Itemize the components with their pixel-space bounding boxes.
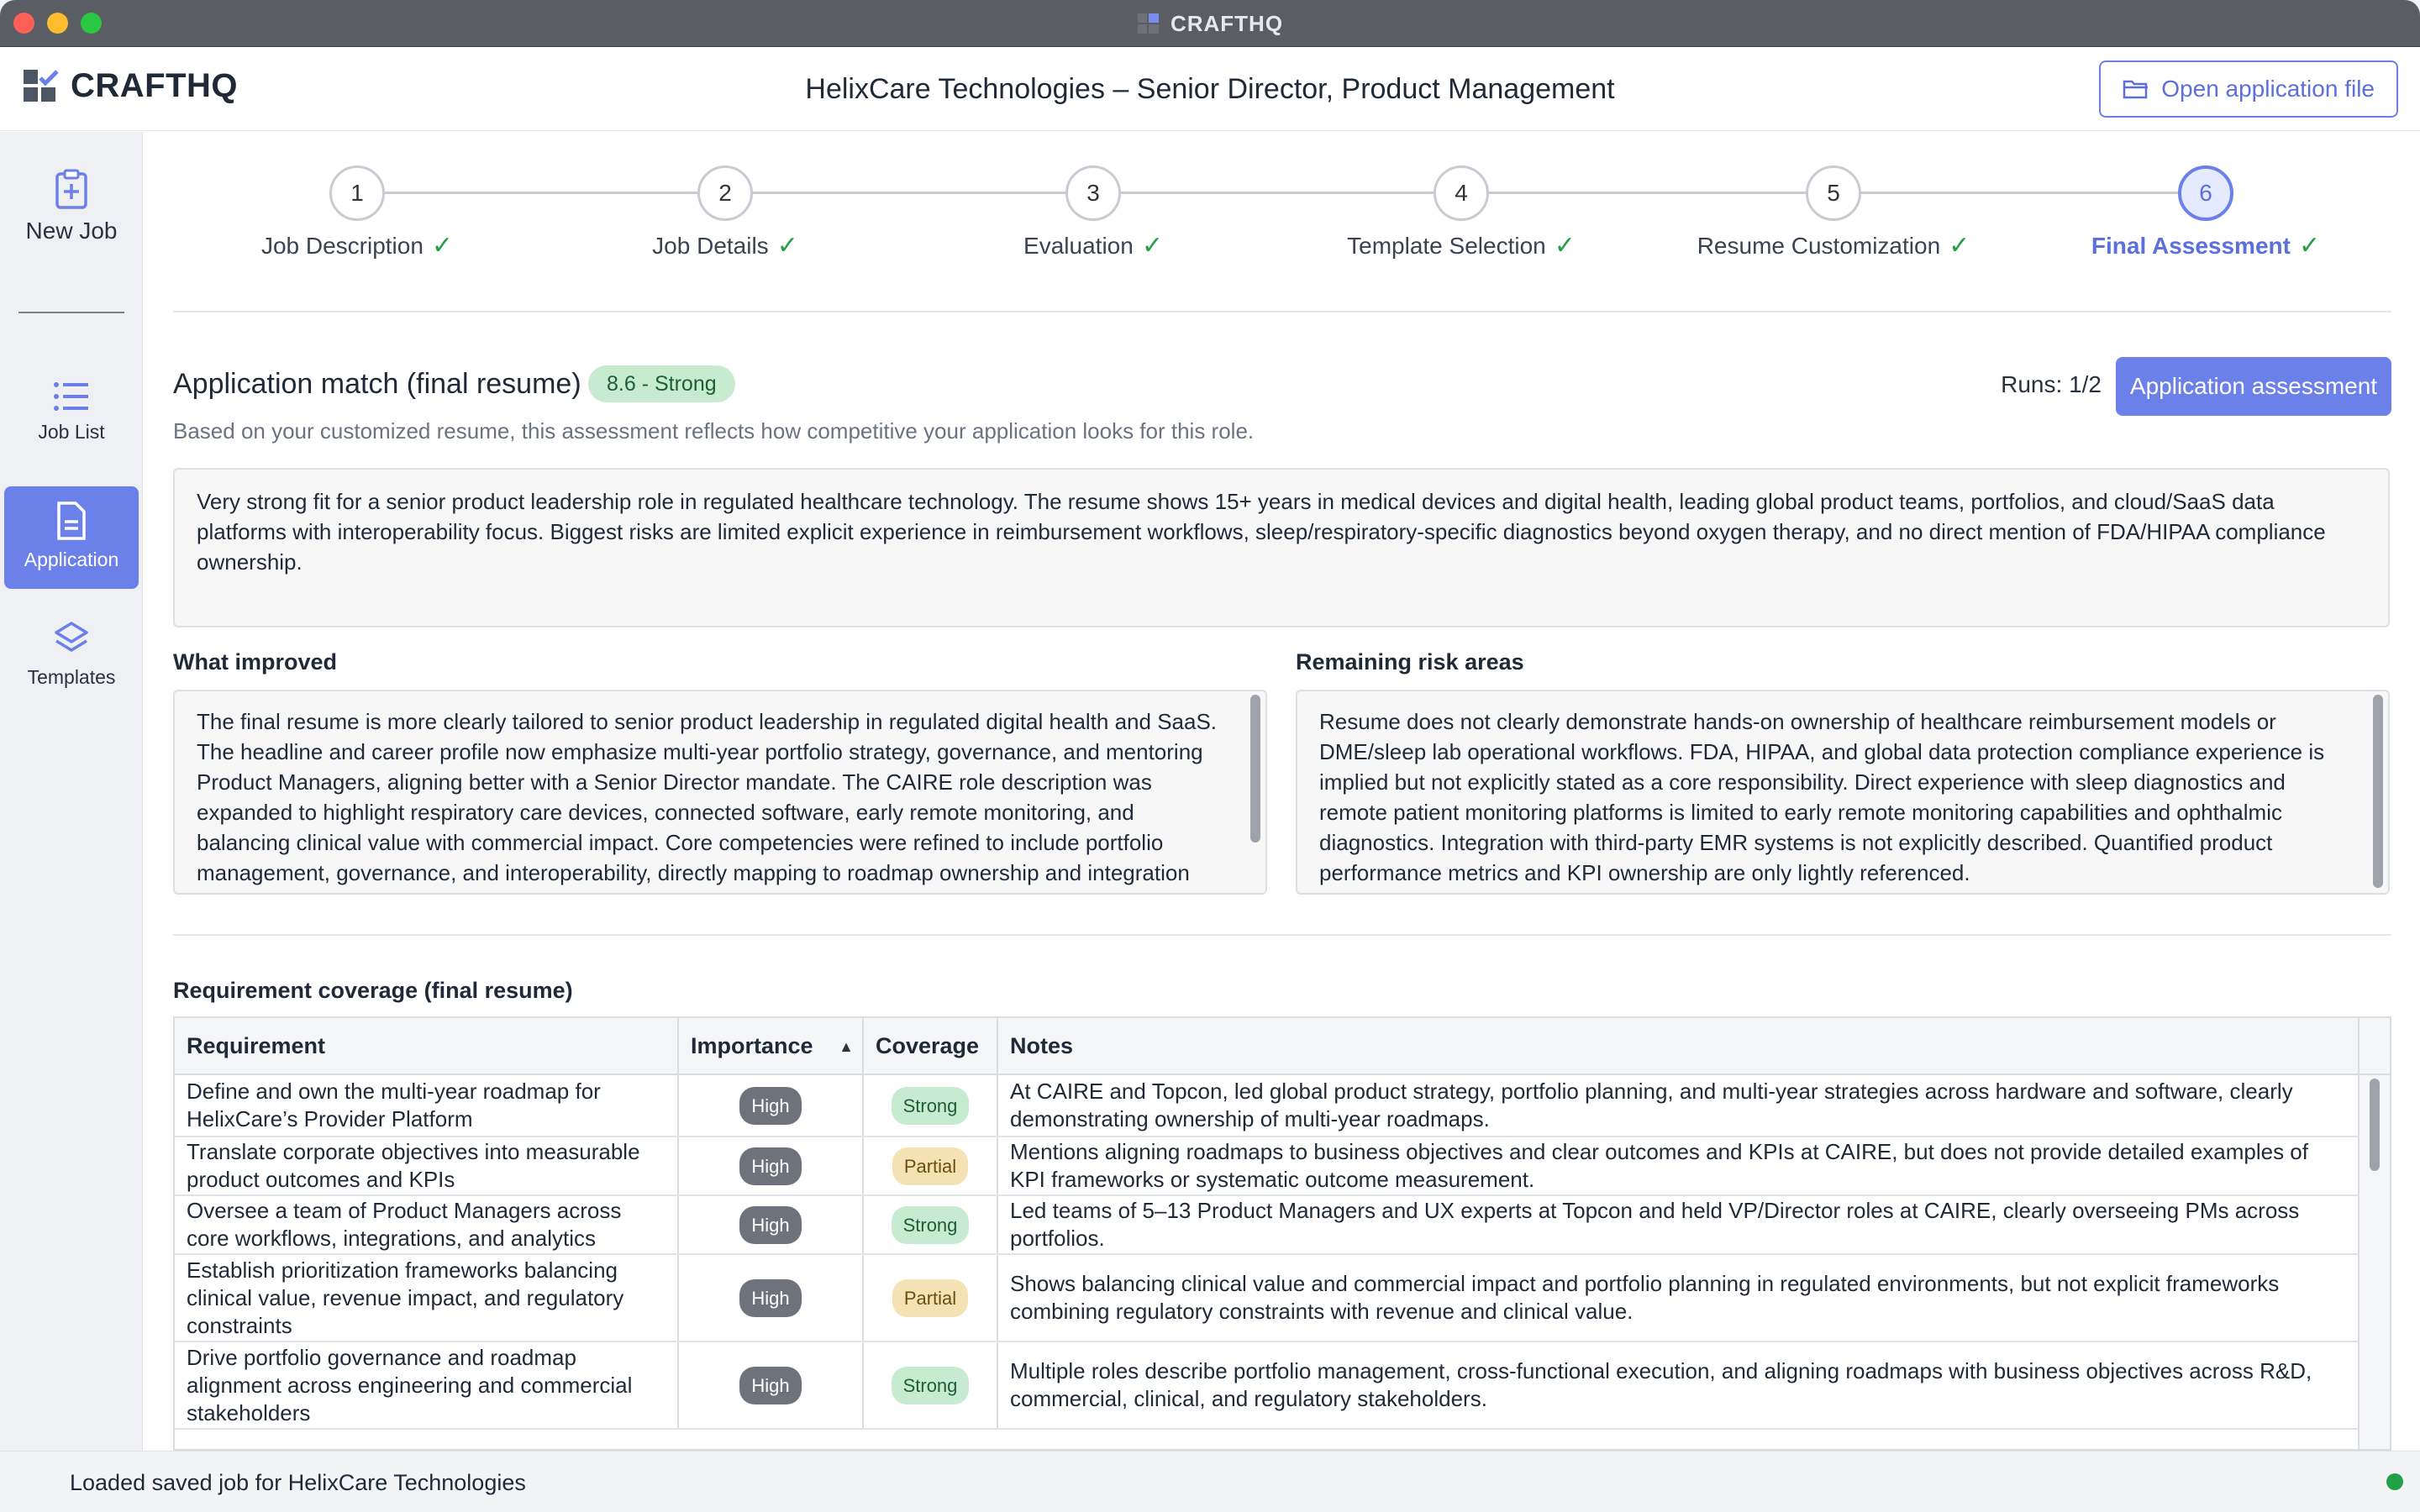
app-logo-icon <box>1137 13 1160 34</box>
sidebar <box>0 132 143 1451</box>
step-job-description[interactable] <box>189 165 525 260</box>
cell-importance <box>679 1255 864 1341</box>
step-label: Job Details <box>652 232 769 259</box>
what-improved-label: What improved <box>173 649 338 675</box>
table-scrollbar[interactable] <box>2358 1075 2390 1451</box>
step-name <box>1347 231 1576 260</box>
cell-requirement: Establish prioritization frameworks balancing clinical value, revenue impact, and regulatory constraints <box>175 1255 679 1341</box>
section-divider <box>173 934 2391 936</box>
step-number: 1 <box>329 165 385 221</box>
importance-badge: High <box>739 1279 801 1317</box>
coverage-badge: Strong <box>892 1206 970 1244</box>
requirements-table <box>173 1016 2391 1451</box>
table-row[interactable] <box>175 1137 2391 1196</box>
cell-requirement: Oversee a team of Product Managers across core workflows, integrations, and analytics <box>175 1196 679 1253</box>
sidebar-item-label: New Job <box>25 218 118 244</box>
step-name <box>652 231 798 260</box>
table-row[interactable] <box>175 1196 2391 1255</box>
importance-badge: High <box>739 1367 801 1404</box>
step-label: Job Description <box>260 232 424 259</box>
step-resume-customization[interactable] <box>1665 165 2002 260</box>
check-icon: ✓ <box>2298 232 2321 260</box>
importance-badge: High <box>739 1147 801 1185</box>
check-icon: ✓ <box>431 232 454 260</box>
column-requirement[interactable]: Requirement <box>175 1018 679 1074</box>
step-number: 6 <box>2178 165 2233 221</box>
job-title: HelixCare Technologies – Senior Director, Product Management <box>805 72 1615 105</box>
main-content <box>173 132 2391 1451</box>
step-number: 4 <box>1434 165 1489 221</box>
column-notes[interactable]: Notes <box>998 1018 2360 1074</box>
importance-badge: High <box>739 1087 801 1125</box>
sidebar-item-application[interactable] <box>4 486 139 589</box>
step-evaluation[interactable] <box>925 165 1261 260</box>
step-job-details[interactable] <box>557 165 893 260</box>
cell-importance <box>679 1342 864 1428</box>
table-row[interactable] <box>175 1255 2391 1342</box>
assessment-subtitle: Based on your customized resume, this assessment reflects how competitive your application looks for this role. <box>173 418 1255 444</box>
assessment-summary[interactable]: Very strong fit for a senior product leadership role in regulated healthcare technology. The resume shows 15+ years in medical devices and digital health, leading global product teams, portfolios, and cloud/SaaS data platforms with interoperability focus. Biggest risks are limited explicit experience in reimbursement workflows, sleep/respiratory-specific diagnostics beyond oxygen therapy, and no direct mention of FDA/HIPAA compliance ownership. <box>173 468 2390 627</box>
layers-icon <box>53 621 90 658</box>
score-badge: 8.6 - Strong <box>588 365 735 402</box>
step-label: Template Selection <box>1347 232 1546 259</box>
coverage-badge: Partial <box>892 1147 968 1185</box>
table-row[interactable] <box>175 1342 2391 1430</box>
cell-requirement: Drive portfolio governance and roadmap alignment across engineering and commercial stakeholders <box>175 1342 679 1428</box>
cell-coverage <box>864 1137 998 1194</box>
status-bar <box>0 1451 2420 1512</box>
sidebar-divider <box>18 312 124 313</box>
cell-notes: Mentions aligning roadmaps to business objectives and clear outcomes and KPIs at CAIRE, but does not provide detailed examples of KPI frameworks or systematic outcome measurement. <box>998 1137 2360 1194</box>
brand-name: CRAFTHQ <box>71 67 239 104</box>
step-name <box>261 231 453 260</box>
title-bar <box>0 0 2420 47</box>
table-row[interactable] <box>175 1075 2391 1137</box>
runs-counter: Runs: 1/2 <box>2001 371 2102 397</box>
column-coverage[interactable]: Coverage <box>864 1018 998 1074</box>
step-final-assessment[interactable] <box>2038 165 2374 260</box>
requirement-coverage-label: Requirement coverage (final resume) <box>173 978 573 1003</box>
step-template-selection[interactable] <box>1293 165 1629 260</box>
sidebar-item-label: Templates <box>27 666 116 688</box>
coverage-badge: Partial <box>892 1279 968 1317</box>
remaining-risks-content: Resume does not clearly demonstrate hands-on ownership of healthcare reimbursement models or DME/sleep lab operational workflows. FDA, HIPAA, and global data protection compliance experience is implied but not explicitly stated as a core responsibility. Direct experience with sleep diagnostics and remote patient monitoring platforms is limited to early remote monitoring capabilities and ophthalmic diagnostics. Integration with third-party EMR systems is not explicitly described. Quantified product performance metrics and KPI ownership are only lightly referenced. <box>1319 709 2325 885</box>
assessment-header <box>173 357 2391 414</box>
status-indicator-icon <box>2386 1473 2403 1490</box>
status-message: Loaded saved job for HelixCare Technologies <box>70 1470 526 1495</box>
scrollbar-thumb[interactable] <box>1250 695 1260 843</box>
column-importance-label: Importance <box>691 1032 813 1058</box>
sidebar-item-label: Job List <box>38 421 105 443</box>
step-number: 3 <box>1065 165 1121 221</box>
step-number: 5 <box>1806 165 1861 221</box>
wizard-stepper <box>173 132 2391 312</box>
cell-notes: Led teams of 5–13 Product Managers and UX experts at Topcon and held VP/Director roles at CAIRE, clearly overseeing PMs across portfolios. <box>998 1196 2360 1253</box>
coverage-badge: Strong <box>892 1087 970 1125</box>
check-icon: ✓ <box>776 232 798 260</box>
assessment-title: Application match (final resume) <box>173 368 581 400</box>
check-icon: ✓ <box>1949 232 1970 260</box>
window-title-text: CRAFTHQ <box>1170 10 1284 36</box>
clipboard-plus-icon <box>54 169 89 209</box>
cell-importance <box>679 1137 864 1194</box>
cell-coverage <box>864 1196 998 1253</box>
open-application-file-label: Open application file <box>2161 76 2375 102</box>
what-improved-text[interactable] <box>173 690 1267 895</box>
scrollbar-thumb[interactable] <box>2373 695 2383 888</box>
window-title <box>0 0 2420 47</box>
step-name <box>1697 231 1970 260</box>
cell-requirement: Translate corporate objectives into measurable product outcomes and KPIs <box>175 1137 679 1194</box>
cell-coverage <box>864 1342 998 1428</box>
open-application-file-button[interactable] <box>2099 60 2398 118</box>
cell-coverage <box>864 1075 998 1136</box>
coverage-badge: Strong <box>892 1367 970 1404</box>
table-scrollbar-thumb[interactable] <box>2370 1079 2380 1171</box>
step-label: Resume Customization <box>1697 232 1941 259</box>
cell-importance <box>679 1196 864 1253</box>
sidebar-item-job-list[interactable] <box>4 375 139 468</box>
step-label: Final Assessment <box>2091 232 2291 259</box>
column-importance[interactable] <box>679 1018 864 1074</box>
sidebar-item-templates[interactable] <box>4 617 139 710</box>
folder-icon <box>2123 78 2149 100</box>
cell-notes: At CAIRE and Topcon, led global product strategy, portfolio planning, and multi-year strategies across hardware and software, clearly demonstrating ownership of multi-year roadmaps. <box>998 1075 2360 1136</box>
sidebar-item-new-job[interactable] <box>4 164 139 265</box>
application-assessment-button[interactable]: Application assessment <box>2116 357 2391 416</box>
step-label: Evaluation <box>1023 232 1134 259</box>
what-improved-content: The final resume is more clearly tailored to senior product leadership in regulated digital health and SaaS. The headline and career profile now emphasize multi-year portfolio strategy, governance, and mentoring Product Managers, aligning better with a Senior Director mandate. The CAIRE role description was expanded to highlight respiratory care devices, connected software, early remote monitoring, and balancing clinical value with commercial impact. Core competencies were refined to include portfolio management, governance, and interoperability, directly mapping to roadmap ownership and integration <box>197 709 1218 885</box>
remaining-risks-text[interactable] <box>1296 690 2390 895</box>
list-icon <box>53 381 90 412</box>
sort-ascending-icon: ▲ <box>839 1038 854 1055</box>
cell-coverage <box>864 1255 998 1341</box>
importance-badge: High <box>739 1206 801 1244</box>
step-number: 2 <box>697 165 753 221</box>
cell-notes: Multiple roles describe portfolio management, cross-functional execution, and aligning roadmaps with business objectives across R&D, commercial, clinical, and regulatory stakeholders. <box>998 1342 2360 1428</box>
sidebar-item-label: Application <box>24 549 119 570</box>
step-name <box>1023 231 1163 260</box>
app-header <box>0 47 2420 131</box>
step-name <box>2091 231 2320 260</box>
document-icon <box>55 501 87 540</box>
cell-requirement: Define and own the multi-year roadmap for HelixCare’s Provider Platform <box>175 1075 679 1136</box>
cell-notes: Shows balancing clinical value and commercial impact and portfolio planning in regulated environments, but not explicit frameworks combining regulatory constraints with revenue and clinical value. <box>998 1255 2360 1341</box>
table-body <box>175 1075 2391 1430</box>
table-header <box>175 1018 2391 1075</box>
cell-importance <box>679 1075 864 1136</box>
check-icon: ✓ <box>1554 232 1576 260</box>
remaining-risks-label: Remaining risk areas <box>1296 649 1524 675</box>
check-icon: ✓ <box>1141 232 1163 260</box>
